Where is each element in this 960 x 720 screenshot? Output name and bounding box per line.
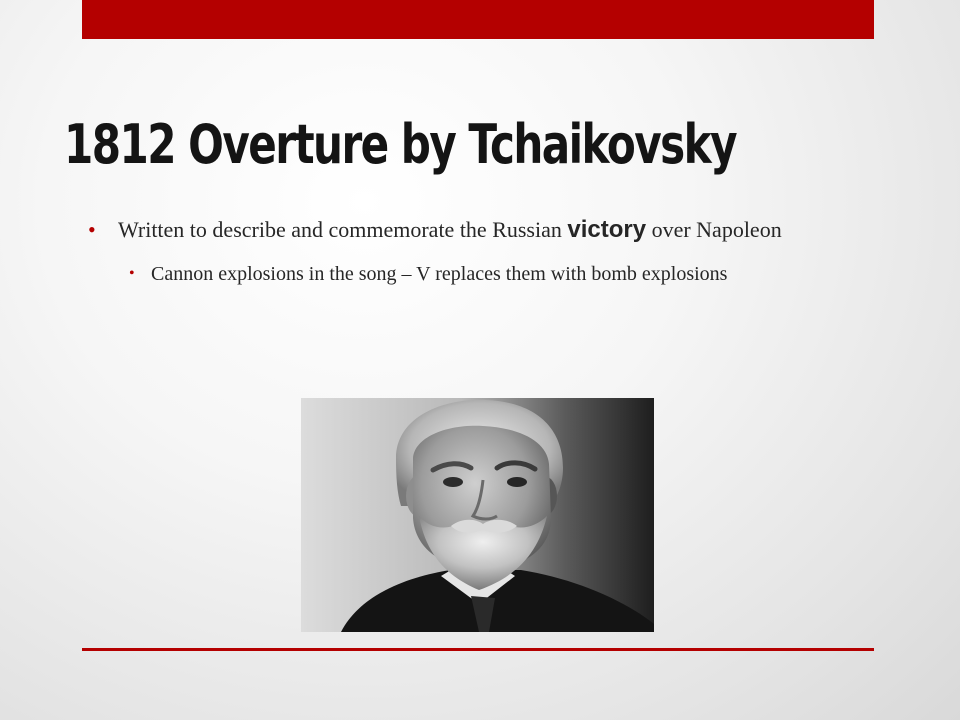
bullet-text-end: over Napoleon bbox=[646, 217, 782, 242]
bottom-accent-rule bbox=[82, 648, 874, 651]
bullet-text-start: Written to describe and commemorate the Russian bbox=[118, 217, 568, 242]
slide-title: 1812 Overture by Tchaikovsky bbox=[64, 113, 736, 176]
top-accent-bar bbox=[82, 0, 874, 39]
bullet-list bbox=[88, 214, 788, 288]
composer-portrait-photo bbox=[301, 398, 654, 632]
sub-bullet-list bbox=[118, 260, 778, 288]
sub-bullet-item: • Cannon explosions in the song – V replaces them with bomb explosions bbox=[118, 260, 778, 288]
bullet-emphasis: victory bbox=[567, 216, 647, 243]
bullet-item bbox=[88, 214, 788, 288]
